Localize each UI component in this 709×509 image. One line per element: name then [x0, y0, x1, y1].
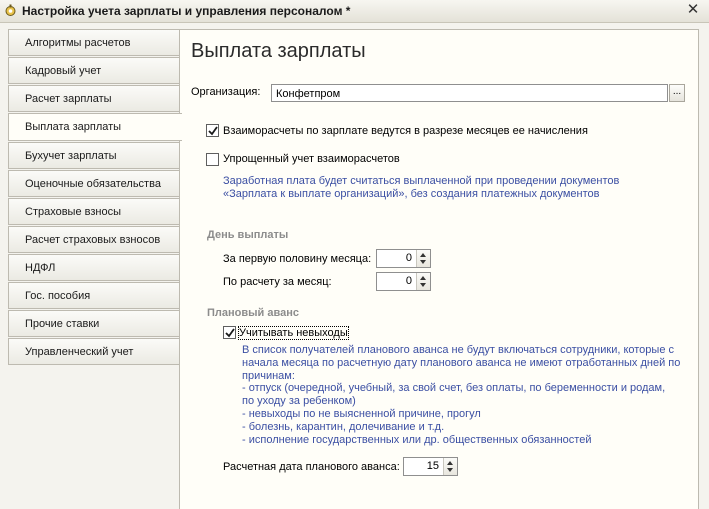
advance-date-stepper[interactable] — [403, 457, 458, 476]
tab-salary-bookkeeping[interactable]: Бухучет зарплаты — [8, 142, 179, 169]
payday-section-title: День выплаты — [207, 229, 289, 241]
simplified-hint-line-1: Заработная плата будет считаться выплаченной при проведении документов — [223, 175, 620, 187]
advance-date-stepper-arrows — [443, 458, 457, 475]
stepper-down-icon[interactable] — [420, 283, 426, 287]
tab-algorithms[interactable]: Алгоритмы расчетов — [8, 29, 179, 56]
absence-checkbox[interactable] — [223, 326, 236, 339]
absence-checkbox-label[interactable]: Учитывать невыходы — [239, 327, 348, 339]
advance-hint-line: по уходу за ребенком) — [242, 395, 356, 408]
stepper-up-icon[interactable] — [420, 253, 426, 257]
first-half-value: 0 — [405, 252, 412, 264]
checkmark-icon — [225, 328, 235, 338]
title-bar — [0, 0, 709, 23]
month-calc-stepper[interactable] — [376, 272, 431, 291]
first-half-stepper-arrows — [416, 250, 430, 267]
tab-management-accounting[interactable]: Управленческий учет — [8, 338, 179, 365]
tab-hr-accounting[interactable]: Кадровый учет — [8, 57, 179, 84]
advance-hint-line: В список получателей планового аванса не будут включаться сотрудники, которые с — [242, 344, 675, 356]
stepper-up-icon[interactable] — [447, 461, 453, 465]
close-icon[interactable]: ✕ — [686, 1, 700, 18]
content-panel — [179, 29, 699, 509]
checkmark-icon — [208, 126, 218, 136]
advance-hint-line: начала месяца по расчетную дату планового аванса не имеют отработанных дней по — [242, 356, 681, 369]
stepper-up-icon[interactable] — [420, 276, 426, 280]
advance-date-label: Расчетная дата планового аванса: — [223, 461, 400, 473]
stepper-down-icon[interactable] — [420, 260, 426, 264]
first-half-stepper[interactable] — [376, 249, 431, 268]
simplified-hint-line-2: «Зарплата к выплате организаций», без создания платежных документов — [223, 188, 600, 200]
tab-ndfl[interactable]: НДФЛ — [8, 254, 179, 281]
advance-hint — [242, 344, 680, 446]
tab-insurance-contributions[interactable]: Страховые взносы — [8, 198, 179, 225]
first-half-label: За первую половину месяца: — [223, 253, 372, 265]
tab-other-rates[interactable]: Прочие ставки — [8, 310, 179, 337]
months-checkbox[interactable] — [206, 124, 219, 137]
stepper-down-icon[interactable] — [447, 468, 453, 472]
window-title: Настройка учета зарплаты и управления персоналом * — [22, 4, 351, 18]
advance-date-value: 15 — [426, 460, 439, 472]
organization-select-button[interactable]: ... — [669, 84, 685, 102]
advance-hint-line: причинам: — [242, 369, 295, 382]
simplified-checkbox[interactable] — [206, 153, 219, 166]
tab-salary-payment[interactable]: Выплата зарплаты — [8, 113, 182, 141]
app-settings-icon — [3, 3, 18, 18]
simplified-checkbox-label[interactable]: Упрощенный учет взаиморасчетов — [223, 153, 400, 165]
tab-state-benefits[interactable]: Гос. пособия — [8, 282, 179, 309]
tab-payroll-calc[interactable]: Расчет зарплаты — [8, 85, 179, 112]
organization-input[interactable] — [271, 84, 668, 102]
month-calc-value: 0 — [405, 275, 412, 287]
advance-hint-line: - исполнение государственных или др. общественных обязанностей — [242, 433, 592, 446]
months-checkbox-label[interactable]: Взаиморасчеты по зарплате ведутся в разрезе месяцев ее начисления — [223, 125, 588, 137]
tab-estimated-liabilities[interactable]: Оценочные обязательства — [8, 170, 179, 197]
tab-insurance-calc[interactable]: Расчет страховых взносов — [8, 226, 179, 253]
advance-hint-line: - невыходы по не выясненной причине, прогул — [242, 407, 481, 420]
month-calc-stepper-arrows — [416, 273, 430, 290]
page-title: Выплата зарплаты — [191, 40, 366, 62]
month-calc-label: По расчету за месяц: — [223, 276, 332, 288]
advance-hint-line: - болезнь, карантин, долечивание и т.д. — [242, 420, 445, 433]
advance-section-title: Плановый аванс — [207, 307, 299, 319]
organization-label: Организация: — [191, 86, 261, 98]
advance-hint-line: - отпуск (очередной, учебный, за свой счет, без оплаты, по беременности и родам, — [242, 382, 666, 395]
organization-value: Конфетпром — [276, 88, 341, 100]
